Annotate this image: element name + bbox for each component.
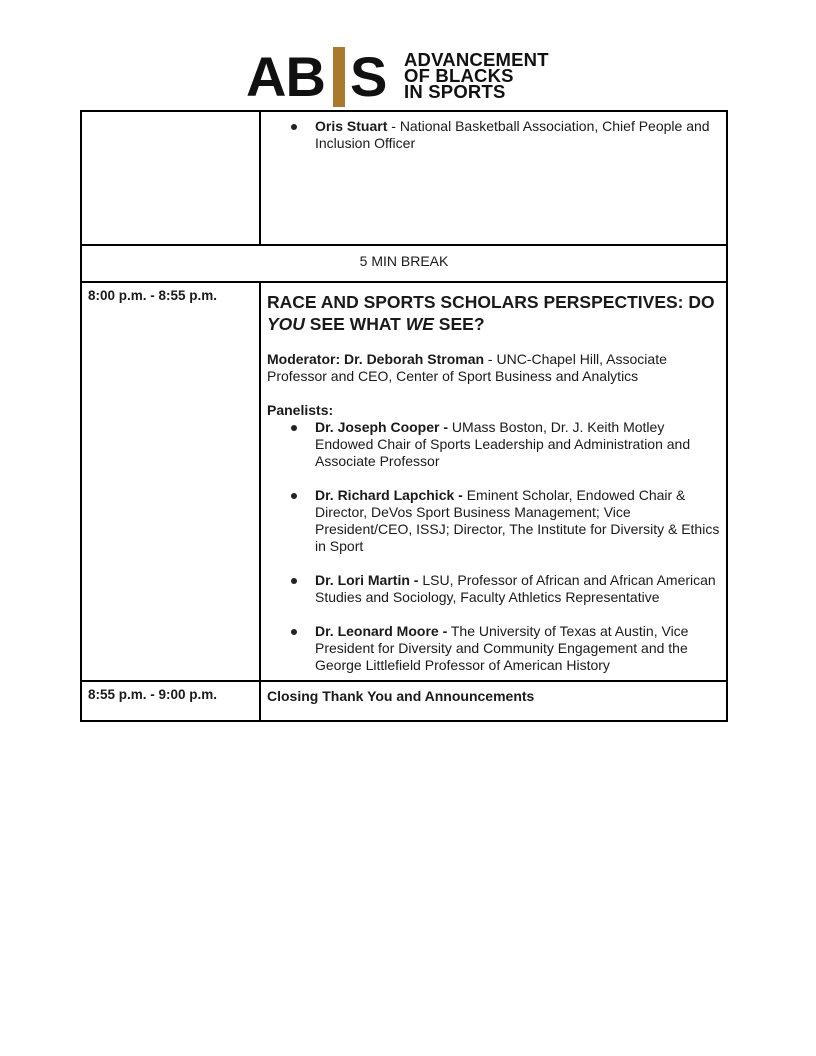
agenda-row-closing xyxy=(81,681,727,721)
session-content xyxy=(260,282,727,681)
panelists-label: Panelists: xyxy=(267,402,334,418)
panelist-item xyxy=(315,623,720,674)
panelist-separator: - xyxy=(387,118,400,134)
agenda-row-session xyxy=(81,282,727,681)
panelist-name: Dr. Lori Martin - xyxy=(315,572,419,588)
title-we: WE xyxy=(405,314,434,334)
panelist-item xyxy=(315,487,720,555)
agenda-row-continued xyxy=(81,111,727,245)
title-you: YOU xyxy=(267,314,305,334)
panelist-detail: LSU, Professor of African and African American Studies and Sociology, Faculty Athletics Representative xyxy=(315,572,716,605)
bullet-icon xyxy=(291,124,297,130)
panelist-name: Oris Stuart xyxy=(315,118,388,134)
title-part-1: RACE AND SPORTS SCHOLARS PERSPECTIVES: DO xyxy=(267,292,715,312)
logo-gold-bar xyxy=(333,47,345,107)
closing-label: Closing Thank You and Announcements xyxy=(260,681,727,721)
bullet-icon xyxy=(291,629,297,635)
agenda-row-break xyxy=(81,245,727,282)
moderator-label: Moderator: Dr. Deborah Stroman xyxy=(267,351,485,367)
logo-line-1: ADVANCEMENT xyxy=(404,49,549,70)
panelist-detail: UMass Boston, Dr. J. Keith Motley Endowed Chair of Sports Leadership and Administration and Associate Professor xyxy=(315,419,691,469)
title-part-3: SEE? xyxy=(433,314,485,334)
panelist-detail: The University of Texas at Austin, Vice President for Diversity and Community Engagement and the George Littlefield Professor of American History xyxy=(315,623,689,673)
panelist-item xyxy=(315,118,720,152)
session-time: 8:00 p.m. - 8:55 p.m. xyxy=(81,282,260,681)
logo-s-letter: S xyxy=(350,45,387,108)
continued-panelist-list xyxy=(267,118,720,152)
agenda-table xyxy=(80,110,728,722)
moderator xyxy=(267,351,720,385)
panelist-item xyxy=(315,419,720,470)
session-title xyxy=(267,291,720,335)
bullet-icon xyxy=(291,578,297,584)
logo-ab-letters: AB xyxy=(246,45,325,108)
panelist-name: Dr. Richard Lapchick - xyxy=(315,487,463,503)
bullet-icon xyxy=(291,493,297,499)
moderator-detail: - UNC-Chapel Hill, Associate Professor and CEO, Center of Sport Business and Analytics xyxy=(267,351,667,384)
abs-logo xyxy=(246,47,576,107)
panelist-name: Dr. Leonard Moore - xyxy=(315,623,448,639)
logo-line-3: IN SPORTS xyxy=(404,81,506,102)
continued-panelists-cell xyxy=(260,111,727,245)
panelist-list xyxy=(267,419,720,674)
logo-line-2: OF BLACKS xyxy=(404,65,514,86)
time-cell-empty xyxy=(81,111,260,245)
panelist-detail: National Basketball Association, Chief People and Inclusion Officer xyxy=(315,118,710,151)
logo-wordmark xyxy=(404,49,549,102)
panelist-detail: Eminent Scholar, Endowed Chair & Director, DeVos Sport Business Management; Vice President/CEO, ISSJ; Director, The Institute for Diversity & Ethics in Sport xyxy=(315,487,720,554)
title-part-2: SEE WHAT xyxy=(304,314,406,334)
break-cell: 5 MIN BREAK xyxy=(81,245,727,282)
panelist-name: Dr. Joseph Cooper - xyxy=(315,419,449,435)
bullet-icon xyxy=(291,425,297,431)
closing-time: 8:55 p.m. - 9:00 p.m. xyxy=(81,681,260,721)
panelist-item xyxy=(315,572,720,606)
